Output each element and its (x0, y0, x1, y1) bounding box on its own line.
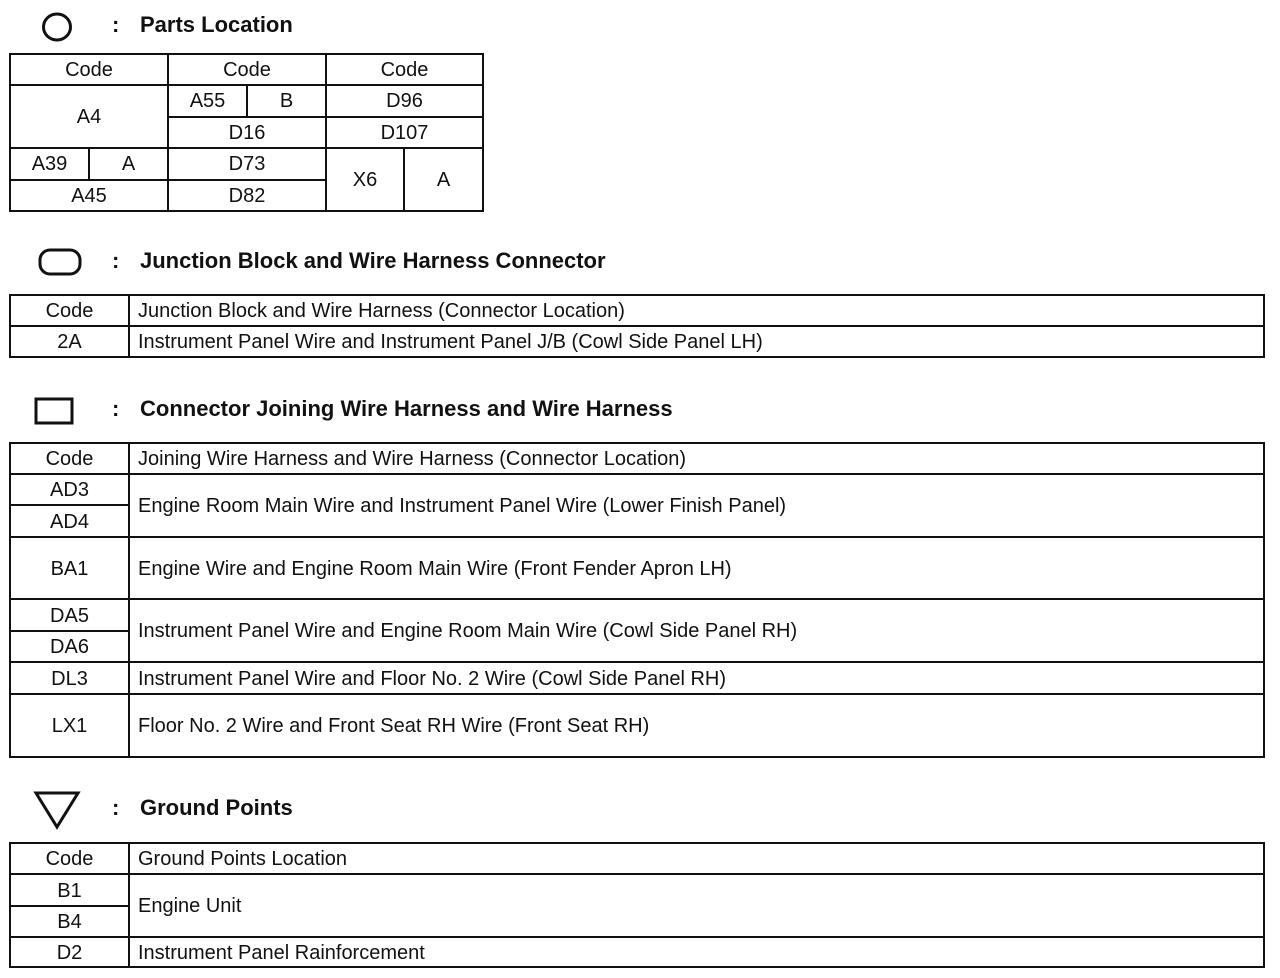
part-code-sub: B (279, 90, 294, 112)
header-code: Code (45, 448, 94, 470)
section-title: Parts Location (140, 12, 293, 37)
connector-location: Engine Wire and Engine Room Main Wire (Front Fender Apron LH) (138, 557, 732, 580)
section-title: Connector Joining Wire Harness and Wire Harness (140, 396, 673, 421)
ground-location: Instrument Panel Rainforcement (138, 941, 425, 964)
connector-location: Instrument Panel Wire and Instrument Panel J/B (Cowl Side Panel LH) (138, 331, 763, 353)
ground-code: D2 (56, 941, 83, 964)
connector-code: 2A (57, 331, 82, 353)
header-code: Code (65, 58, 113, 81)
header-description: Joining Wire Harness and Wire Harness (Connector Location) (138, 448, 687, 470)
connector-location: Floor No. 2 Wire and Front Seat RH Wire (Front Seat RH) (138, 715, 650, 737)
part-code-sub: A (436, 168, 451, 191)
heading-colon: : (112, 396, 120, 421)
header-code: Code (45, 300, 94, 322)
part-code-sub: A (121, 153, 136, 175)
ground-code: B1 (57, 879, 82, 902)
part-code: D82 (228, 184, 266, 207)
connector-location: Engine Room Main Wire and Instrument Panel Wire (Lower Finish Panel) (138, 495, 787, 517)
connector-code: BA1 (50, 557, 89, 580)
connector-location: Instrument Panel Wire and Floor No. 2 Wire (Cowl Side Panel RH) (138, 667, 726, 690)
connector-code: AD4 (50, 510, 89, 533)
header-code: Code (45, 848, 94, 870)
header-code: Code (380, 58, 429, 81)
connector-code: DA6 (50, 636, 89, 658)
part-code: A39 (31, 153, 68, 175)
part-code: D73 (228, 153, 266, 175)
part-code: D107 (380, 121, 429, 144)
heading-colon: : (112, 795, 120, 820)
heading-colon: : (112, 248, 120, 273)
part-code: D96 (386, 90, 423, 112)
connector-code: DL3 (51, 667, 88, 690)
part-code: A55 (189, 90, 226, 112)
header-code: Code (223, 58, 271, 81)
connector-code: LX1 (51, 715, 88, 737)
part-code: A4 (76, 105, 102, 128)
ground-code: B4 (57, 911, 82, 933)
header-description: Junction Block and Wire Harness (Connector Location) (138, 300, 625, 322)
connector-code: DA5 (50, 604, 89, 627)
part-code: X6 (352, 168, 378, 191)
section-title: Ground Points (140, 795, 293, 820)
header-description: Ground Points Location (138, 848, 348, 870)
connector-code: AD3 (50, 479, 89, 501)
part-code: A45 (71, 184, 107, 207)
section-title: Junction Block and Wire Harness Connector (140, 248, 606, 273)
part-code: D16 (228, 121, 266, 144)
connector-location: Instrument Panel Wire and Engine Room Main Wire (Cowl Side Panel RH) (138, 620, 798, 642)
heading-colon: : (112, 12, 120, 37)
ground-location: Engine Unit (138, 895, 242, 917)
